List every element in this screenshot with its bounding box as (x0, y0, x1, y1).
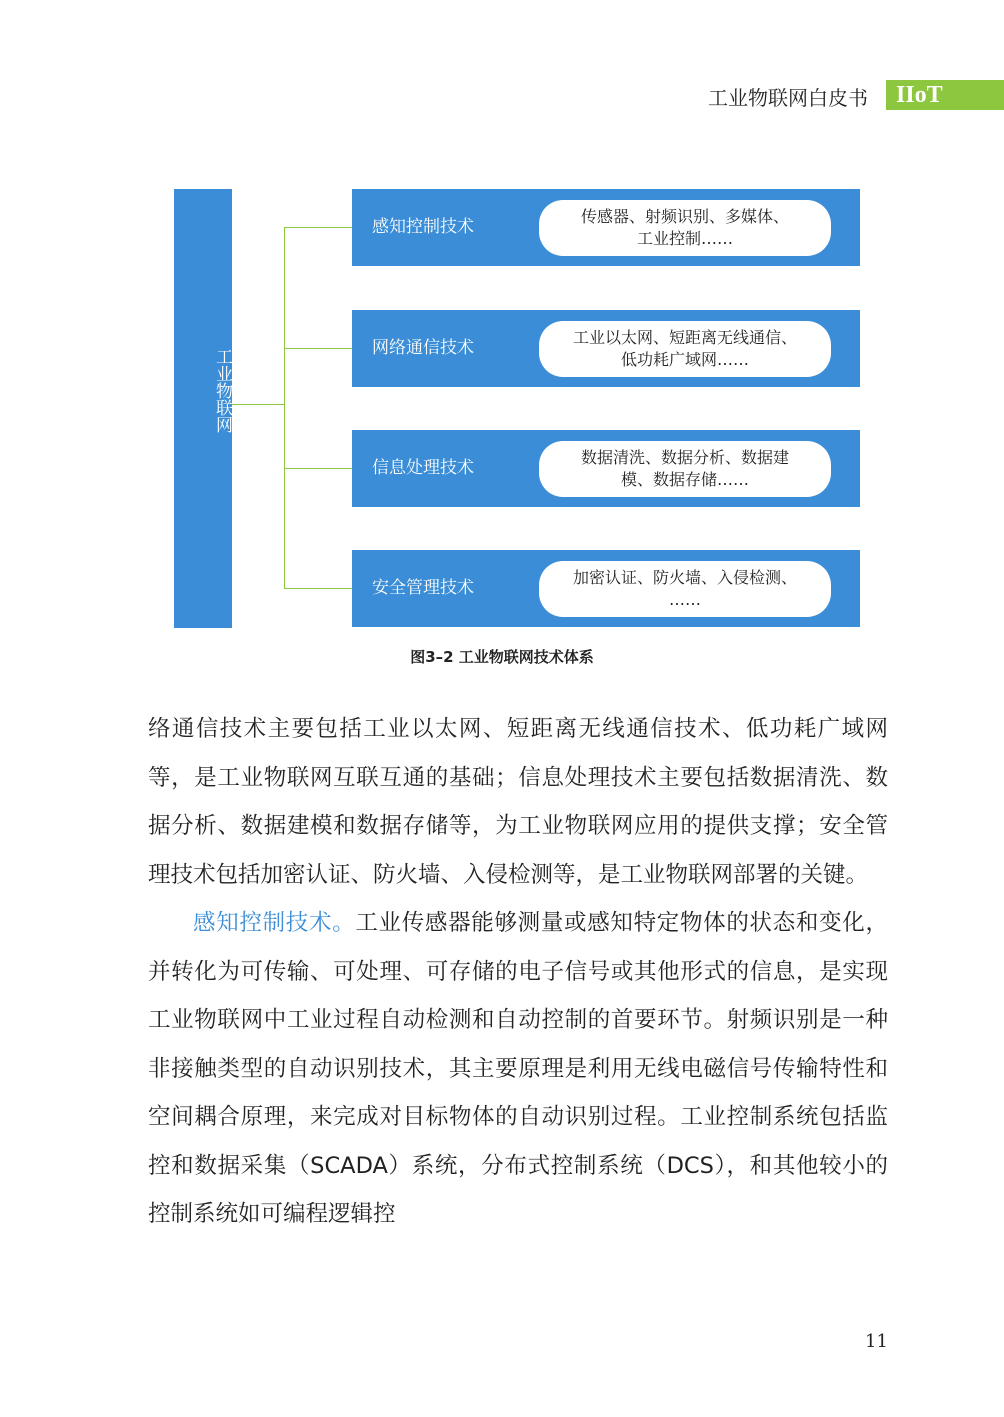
paragraph: 络通信技术主要包括工业以太网、短距离无线通信技术、低功耗广域网等，是工业物联网互联互通的基础；信息处理技术主要包括数据清洗、数据分析、数据建模和数据存储等，为工业物联网应用的提供支撑；安全管理技术包括加密认证、防火墙、入侵检测等，是工业物联网部署的关键。 (148, 716, 888, 888)
branch-label: 信息处理技术 (372, 458, 474, 478)
paragraph-text: 工业传感器能够测量或感知特定物体的状态和变化，并转化为可传输、可处理、可存储的电子信号或其他形式的信息，是实现工业物联网中工业过程自动检测和自动控制的首要环节。射频识别是一种非接触类型的自动识别技术，其主要原理是利用无线电磁信号传输特性和空间耦合原理，来完成对目标物体的自动识别过程。工业控制系统包括监控和数据采集（SCADA）系统，分布式控制系统（DCS），和其他较小的控制系统如可编程逻辑控 (148, 910, 888, 1227)
diagram-root-bar (174, 189, 232, 628)
connector-branch-1 (284, 227, 352, 228)
branch-label: 感知控制技术 (372, 217, 474, 237)
branch-label: 安全管理技术 (372, 578, 474, 598)
branch-detail (539, 321, 831, 377)
connector-branch-3 (284, 468, 352, 469)
branch-detail (539, 441, 831, 497)
section-keyword: 感知控制技术。 (193, 910, 356, 936)
branch-detail-line: 工业以太网、短距离无线通信、 (572, 328, 797, 347)
connector-branch-2 (284, 348, 352, 349)
branch-detail (539, 200, 831, 256)
branch-detail-line: 加密认证、防火墙、入侵检测、 (572, 568, 797, 587)
diagram-root-label: 工业物联网 (212, 347, 232, 433)
body-text (148, 705, 888, 1239)
branch-box-security-management (352, 550, 860, 627)
branch-detail-line: …… (668, 590, 701, 609)
branch-detail-line: 传感器、射频识别、多媒体、 (580, 207, 789, 226)
connector-branch-4 (284, 588, 352, 589)
branch-box-sensing-control (352, 189, 860, 266)
branch-detail (539, 561, 831, 617)
running-header-title: 工业物联网白皮书 (708, 86, 868, 110)
connector-trunk (284, 227, 285, 588)
connector-root (232, 404, 284, 405)
page-number: 11 (865, 1331, 888, 1352)
branch-label: 网络通信技术 (372, 338, 474, 358)
branch-box-network-communication (352, 310, 860, 387)
paragraph (148, 899, 888, 1239)
branch-detail-line: 工业控制…… (636, 229, 733, 248)
branch-detail-line: 模、数据存储…… (620, 470, 749, 489)
header-badge: IIoT (886, 80, 1004, 110)
branch-detail-line: 低功耗广域网…… (620, 350, 749, 369)
branch-box-information-processing (352, 430, 860, 507)
branch-detail-line: 数据清洗、数据分析、数据建 (580, 448, 789, 467)
figure-caption: 图3–2 工业物联网技术体系 (410, 648, 594, 666)
